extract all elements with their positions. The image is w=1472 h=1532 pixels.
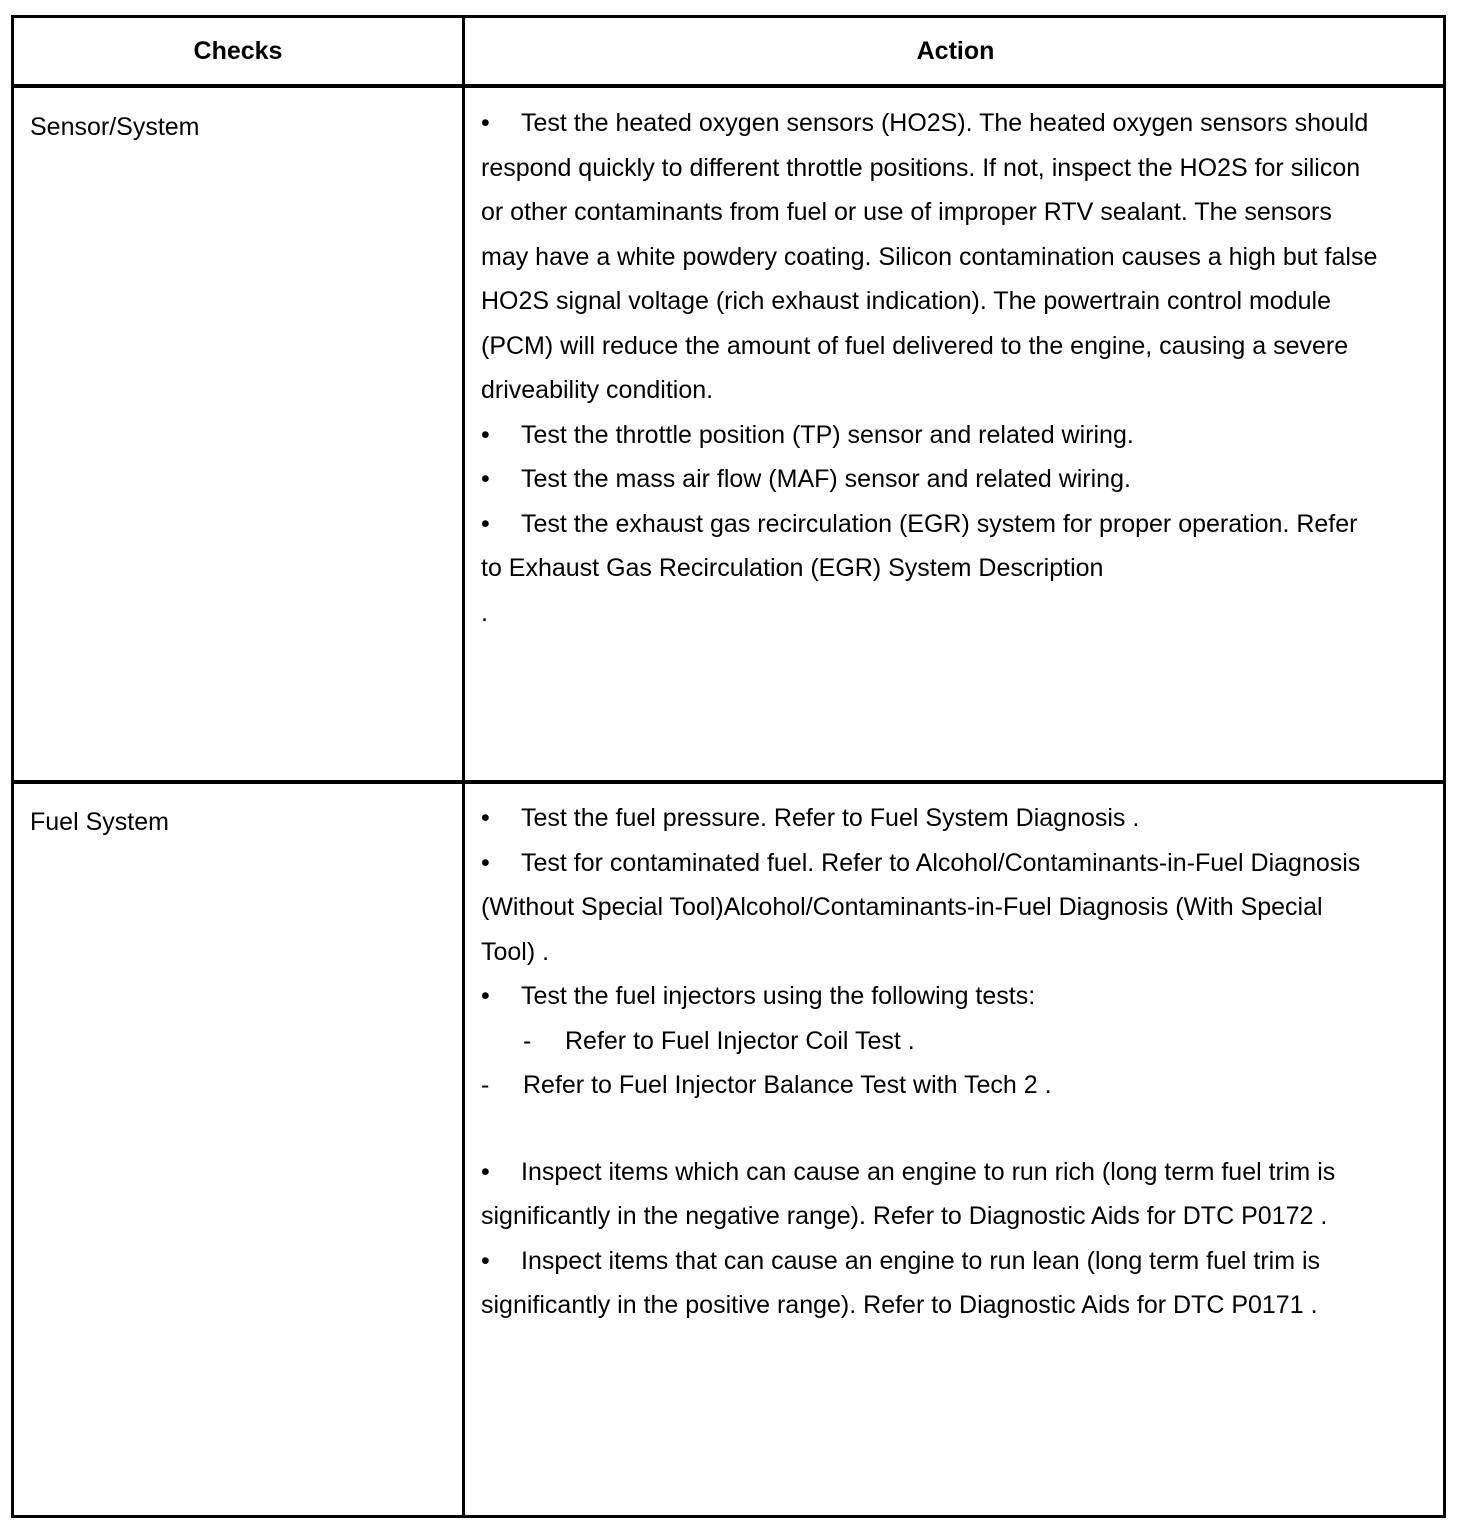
action-text: Refer to Fuel Injector Coil Test .	[565, 1026, 915, 1055]
action-item	[481, 457, 1381, 502]
column-divider	[462, 18, 465, 1515]
action-item	[481, 502, 1381, 591]
row-divider	[14, 780, 1443, 784]
bullet-marker: •	[481, 804, 490, 832]
action-text: Refer to Fuel Injector Balance Test with Tech 2 .	[523, 1071, 1052, 1099]
bullet-marker: •	[481, 1157, 490, 1186]
check-sensor-system: Sensor/System	[30, 113, 200, 141]
action-item-period: .	[481, 598, 488, 627]
action-text: Test for contaminated fuel. Refer to Alcohol/Contaminants-in-Fuel Diagnosis (Without Special Tool)Alcohol/Contaminants-in-Fuel Diagnosis (With Special Tool) .	[481, 848, 1361, 966]
action-text: Inspect items that can cause an engine to run lean (long term fuel trim is significantly in the positive range). Refer to Diagnostic Aids for DTC P0171 .	[481, 1246, 1321, 1319]
action-text: Test the fuel pressure. Refer to Fuel System Diagnosis .	[521, 804, 1140, 832]
action-item	[481, 841, 1381, 975]
bullet-marker: •	[481, 1246, 490, 1275]
action-cell-sensor-system	[481, 101, 1381, 635]
bullet-marker: •	[481, 848, 490, 877]
check-fuel-system: Fuel System	[30, 808, 169, 836]
header-checks: Checks	[193, 36, 283, 65]
action-text: Test the exhaust gas recirculation (EGR) system for proper operation. Refer to Exhaust Gas Recirculation (EGR) System Description	[481, 509, 1358, 582]
action-cell-fuel-system	[481, 796, 1381, 1328]
action-item	[481, 1150, 1381, 1239]
bullet-marker: •	[481, 420, 490, 449]
action-text: Test the fuel injectors using the following tests:	[521, 982, 1036, 1010]
action-text: Inspect items which can cause an engine to run rich (long term fuel trim is significantly in the negative range). Refer to Diagnostic Aids for DTC P0172 .	[481, 1157, 1336, 1230]
bullet-marker: •	[481, 465, 490, 493]
action-subitem	[481, 1063, 1381, 1108]
bullet-marker: •	[481, 509, 490, 538]
bullet-marker: •	[481, 109, 490, 137]
action-text: Test the heated oxygen sensors (HO2S). The heated oxygen sensors should respond quickly to different throttle positions. If not, inspect the HO2S for silicon or other contaminants from fuel or use of improper RTV sealant. The sensors may have a white powdery coating. Silicon contamination causes a high but false HO2S signal voltage (rich exhaust indication). The powertrain control module (PCM) will reduce the amount of fuel delivered to the engine, causing a severe driveability condition.	[481, 109, 1378, 404]
spacer	[481, 1108, 1381, 1150]
action-subitem	[481, 1019, 1381, 1064]
checks-action-table	[11, 15, 1446, 1518]
dash-marker: -	[481, 1071, 490, 1099]
action-item	[481, 101, 1381, 413]
action-item	[481, 974, 1381, 1019]
action-item	[481, 1239, 1381, 1328]
action-item	[481, 413, 1381, 458]
action-text: Test the mass air flow (MAF) sensor and related wiring.	[521, 465, 1131, 493]
dash-marker: -	[523, 1026, 532, 1055]
action-text: Test the throttle position (TP) sensor and related wiring.	[521, 420, 1134, 449]
header-divider	[14, 84, 1443, 88]
action-item	[481, 796, 1381, 841]
header-action: Action	[916, 36, 995, 65]
bullet-marker: •	[481, 982, 490, 1010]
